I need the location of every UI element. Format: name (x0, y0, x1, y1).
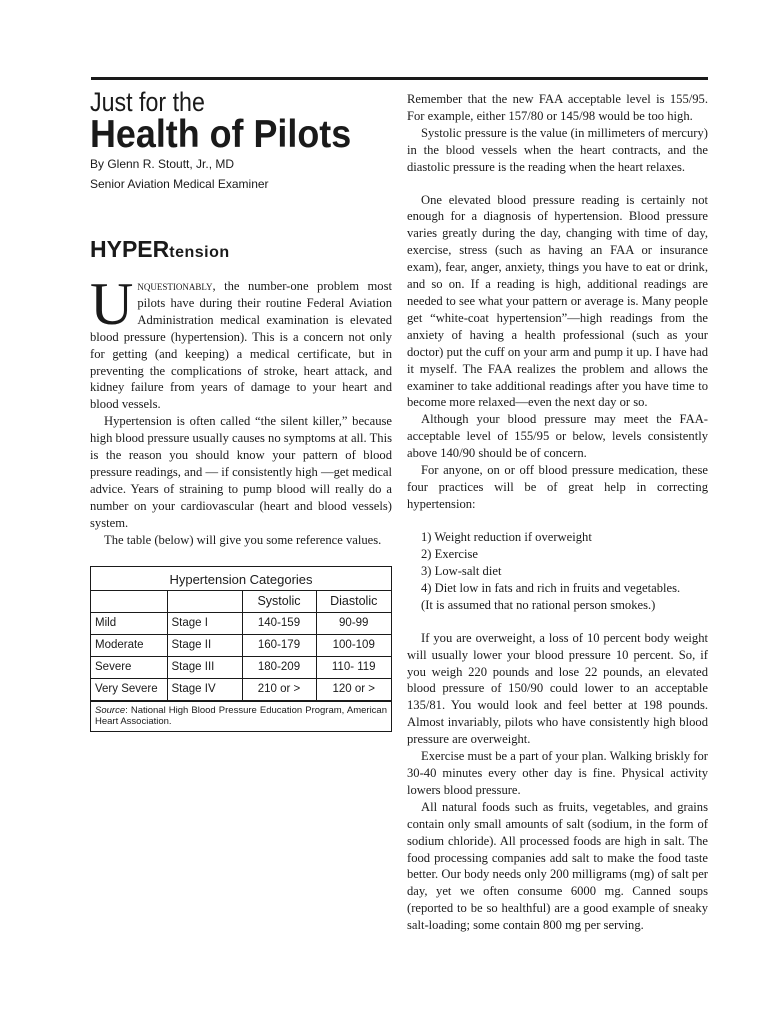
paragraph-gap (407, 513, 708, 529)
table-row (91, 634, 391, 656)
table-caption: Hypertension Categories (91, 567, 391, 591)
author-byline: By Glenn R. Stoutt, Jr., MD (90, 157, 235, 171)
top-rule (91, 77, 708, 80)
table-header-systolic: Systolic (242, 591, 316, 613)
list-item: 1) Weight reduction if overweight (421, 529, 592, 544)
table-cell-stage: Stage I (167, 612, 242, 634)
table-cell-stage: Stage IV (167, 678, 242, 700)
table-header-cell (167, 591, 242, 613)
section-heading-prefix: HYPER (90, 236, 170, 262)
table-row (91, 656, 391, 678)
left-column (90, 88, 392, 732)
body-paragraph: One elevated blood pressure reading is certainly not enough for a diagnosis of hypertension. Blood pressure varies greatly during the day, changing with time of day, exercise, stress (such as having an FAA or insurance exam), fear, anger, anxiety, things you have to eat or drink, and so on. If a reading is high, additional readings are needed to see what your pattern or average is. Many people get “white-coat hypertension”—high readings from the anxiety of having a health professional (such as your doctor) put the cuff on your arm and pump it up. I have had it myself. The FAA realizes the problem and allows the examiner to take additional readings after you have time to become more relaxed—even the next day or so. (407, 192, 708, 410)
practice-list (407, 529, 708, 614)
table-cell-diastolic: 90-99 (316, 612, 391, 634)
right-column (407, 91, 708, 934)
lead-small-caps: nquestionably (137, 279, 213, 293)
hypertension-table (90, 566, 392, 732)
section-heading (90, 234, 392, 268)
paragraph-gap (407, 614, 708, 630)
table-cell-systolic: 180-209 (242, 656, 316, 678)
lead-paragraph (90, 271, 392, 413)
paragraph-gap (407, 176, 708, 192)
table-cell-category: Moderate (91, 634, 167, 656)
table-cell-stage: Stage II (167, 634, 242, 656)
table-grid (91, 591, 391, 701)
list-item: 2) Exercise (421, 546, 478, 561)
body-paragraph: Hypertension is often called “the silent killer,” because high blood pressure usually causes no symptoms at all. This is the reason you should know your pattern of blood pressure readings, and — if consistently high —get medical advice. Years of straining to pump blood will really do a number on your cardiovascular (heart and blood vessels) system. (90, 414, 392, 530)
body-paragraph: Systolic pressure is the value (in millimeters of mercury) in the blood vessels when the heart contracts, and the diastolic pressure is the reading when the heart relaxes. (407, 125, 708, 174)
body-paragraph: For anyone, on or off blood pressure medication, these four practices will be of great help in correcting hypertension: (407, 463, 708, 511)
table-header-cell (91, 591, 167, 613)
body-paragraph: Although your blood pressure may meet the FAA-acceptable level of 155/95 or below, levels consistently above 140/90 should be of concern. (407, 412, 708, 461)
table-cell-systolic: 160-179 (242, 634, 316, 656)
list-item: (It is assumed that no rational person smokes.) (421, 597, 656, 612)
body-paragraph: Exercise must be a part of your plan. Walking briskly for 30-40 minutes every other day is fine. Physical activity lowers blood pressure. (407, 749, 708, 797)
table-header-diastolic: Diastolic (316, 591, 391, 613)
section-heading-suffix: tension (169, 244, 230, 261)
table-row (91, 612, 391, 634)
list-item: 4) Diet low in fats and rich in fruits and vegetables. (421, 580, 681, 595)
body-paragraph: If you are overweight, a loss of 10 percent body weight will usually lower your blood pressure 10 percent. So, if you weigh 220 pounds and lose 22 pounds, an elevated blood pressure of 150/90 could lower to an acceptable 135/81. You would look and feel better at 198 pounds. Almost invariably, pilots who have consistently high blood pressure are overweight. (407, 630, 708, 747)
source-label: Source (95, 704, 126, 716)
table-cell-category: Mild (91, 612, 167, 634)
table-source-note (91, 701, 391, 731)
table-cell-diastolic: 120 or > (316, 678, 391, 700)
source-text: : National High Blood Pressure Education Program, American Heart Association. (95, 704, 387, 727)
body-paragraph: Remember that the new FAA acceptable level is 155/95. For example, either 157/80 or 145/98 would be too high. (407, 92, 708, 123)
drop-cap: U (90, 271, 134, 337)
body-paragraph: All natural foods such as fruits, vegetables, and grains contain only small amounts of salt (sodium, in the form of sodium chloride). All processed foods are high in salt. The food processing companies add salt to make the food taste better. Our body needs only 200 milligrams (mg) of salt per day, yet we often consume 6000 mg. Canned soups (reported to be so healthful) are a good example of sneaky salt-loading; some contain 800 mg per serving. (407, 799, 708, 933)
table-cell-systolic: 140-159 (242, 612, 316, 634)
table-header-row (91, 591, 391, 613)
table-row (91, 678, 391, 700)
table-cell-stage: Stage III (167, 656, 242, 678)
list-item: 3) Low-salt diet (421, 563, 502, 578)
table-cell-category: Severe (91, 656, 167, 678)
column-title: Health of Pilots (90, 113, 352, 156)
table-cell-systolic: 210 or > (242, 678, 316, 700)
author-role: Senior Aviation Medical Examiner (90, 177, 269, 191)
table-cell-diastolic: 110- 119 (316, 656, 391, 678)
lead-text: , the number-one problem most pilots have during their routine Federal Aviation Administration medical examination is elevated blood pressure (hypertension). This is a concern not only for getting (and keeping) a medical certificate, but in preventing the complications of stroke, heart attack, and kidney failure from years of damage to your heart and blood vessels. (90, 279, 392, 412)
column-kicker: Just for the (90, 87, 205, 117)
table-cell-category: Very Severe (91, 678, 167, 700)
body-paragraph: The table (below) will give you some reference values. (104, 532, 382, 547)
table-cell-diastolic: 100-109 (316, 634, 391, 656)
